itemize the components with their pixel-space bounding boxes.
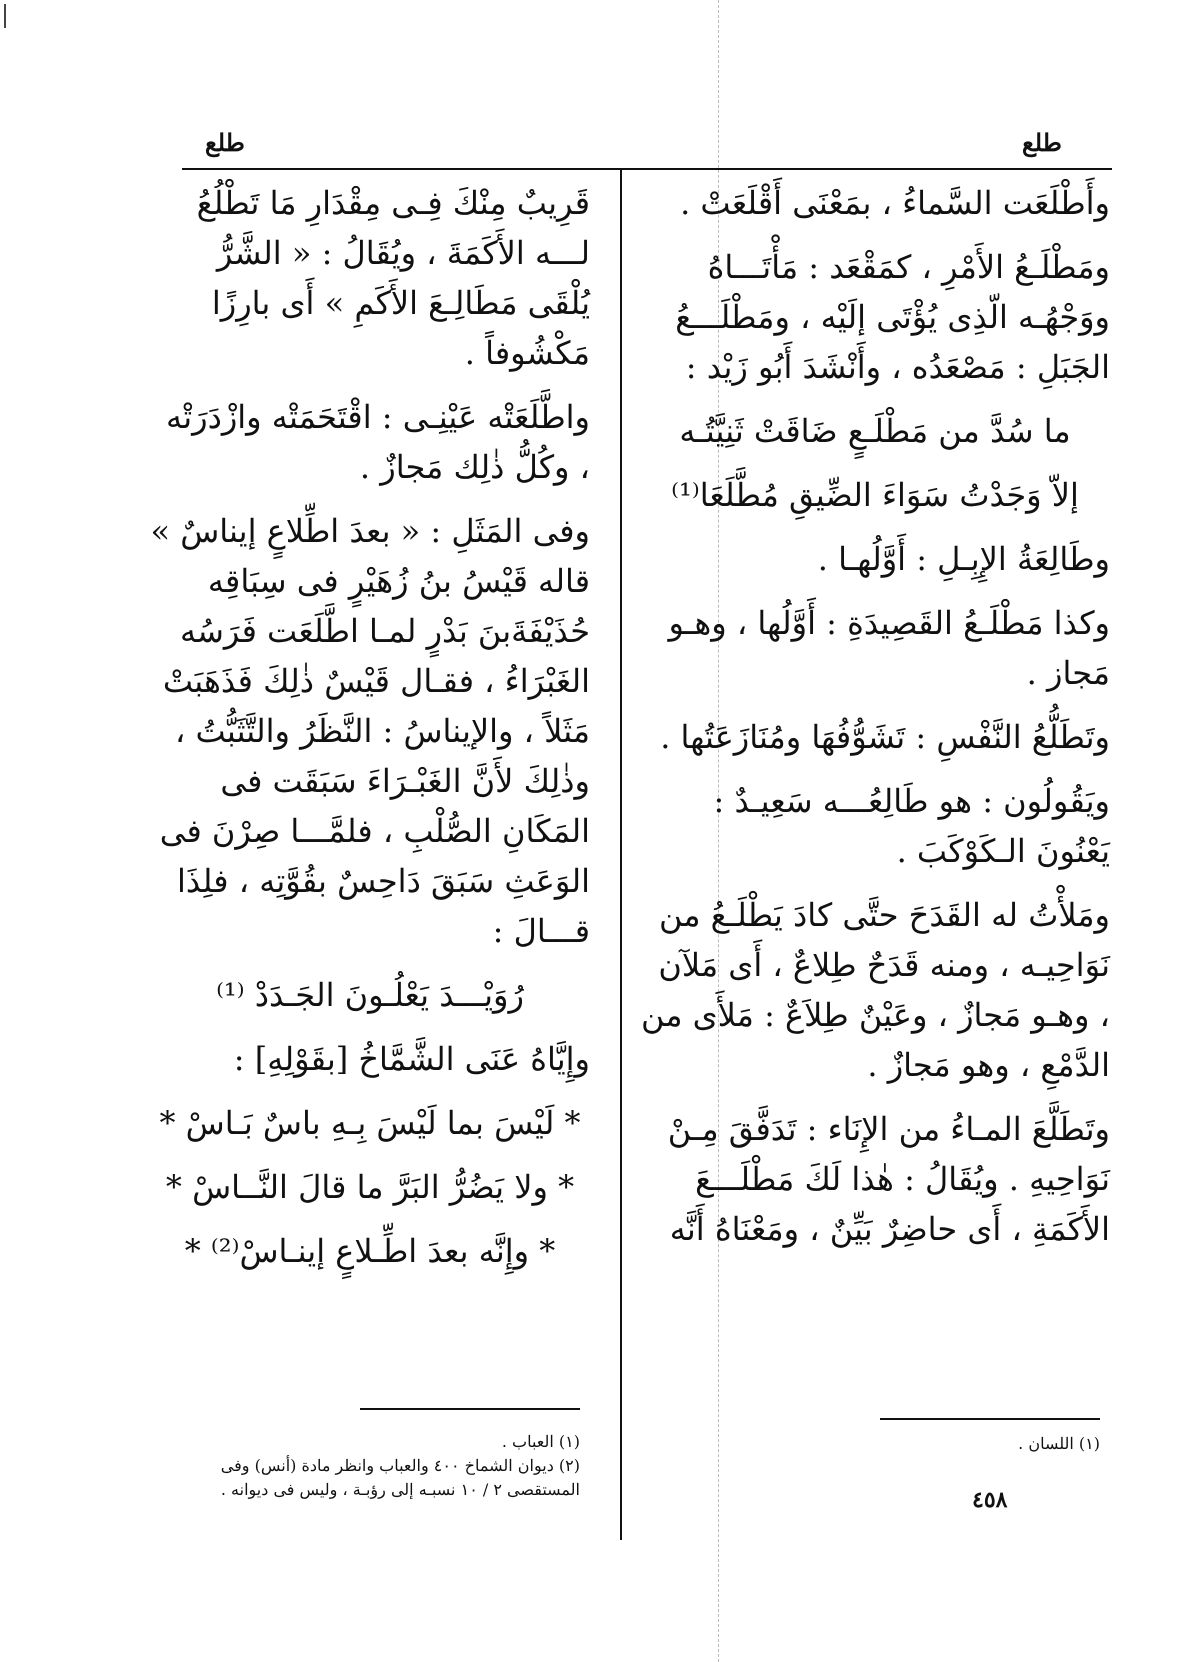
entry-paragraph: وتَطَلَّعَ المـاءُ من الإِنَاء : تَدَفَّقَ مِـنْ نَوَاحِيهِ . ويُقَالُ : هٰذا لَكَ مَطْلَـــعَ الأَكَمَةِ ، أَى حاضِرٌ بَيِّنٌ ، ومَعْنَاهُ أَنَّه [667, 1110, 1110, 1248]
entry-paragraph: وكذا مَطْلَـعُ القَصِيدَةِ : أَوَّلُها ، وهـو مَجاز . [668, 604, 1110, 692]
page-number: ٤٥٨ [972, 1487, 1008, 1513]
entry-paragraph: وإِيَّاهُ عَنَى الشَّمَّاخُ [بقَوْلِهِ] : [233, 1040, 590, 1078]
verse-line: رُوَيْـــدَ يَعْلُـونَ الجَـدَدْ ⁽¹⁾ [216, 976, 524, 1014]
footnote: (١) اللسان . [1018, 1434, 1100, 1453]
footnote: (١) العباب . [501, 1432, 580, 1451]
entry-paragraph: وأَطْلَعَت السَّماءُ ، بمَعْنَى أَقْلَعَتْ . [680, 184, 1110, 222]
right-column [640, 178, 1110, 1268]
footnote-rule-left [360, 1408, 580, 1410]
entry-paragraph: واطَّلَعَتْه عَيْنِـى : اقْتَحَمَتْه وازْدَرَتْه ، وكُلُّ ذٰلِك مَجازٌ . [166, 398, 590, 486]
scan-edge-mark [4, 4, 6, 28]
column-divider [620, 170, 622, 1540]
verse-line: * ولا يَضُرُّ البَرَّ ما قالَ النَّــاسْ * [165, 1168, 575, 1206]
entry-paragraph: ومَطْلَـعُ الأَمْرِ ، كمَقْعَد : مَأْتَـــاهُ ووَجْهُـه الّذِى يُؤْتَى إلَيْه ، ومَطْلَـــعُ الجَبَلِ : مَصْعَدُه ، وأَنْشَدَ أَبُو زَيْد : [675, 248, 1110, 386]
entry-paragraph: ويَقُولُون : هو طَالِعُـــه سَعِيـدٌ : يَعْنُونَ الـكَوْكَبَ . [713, 782, 1110, 870]
running-head-right: طلع [1022, 128, 1062, 157]
verse-line: * لَيْسَ بما لَيْسَ بِـهِ باسٌ بَـاسْ * [159, 1104, 581, 1142]
footnote-rule-right [880, 1418, 1100, 1420]
verse-line: ما سُدَّ من مَطْلَـعٍ ضَاقَتْ ثَنِيَّتُـه [679, 412, 1071, 450]
verse-line: * وإِنَّه بعدَ اطِّـلاعٍ إينـاسْ⁽²⁾ * [184, 1232, 556, 1270]
footnotes-left [150, 1430, 580, 1502]
entry-paragraph: ومَلأْتُ له القَدَحَ حتَّى كادَ يَطْلَـعُ من نَوَاحِيـه ، ومنه قَدَحٌ طِلاعٌ ، أَى مَلآن ، وهـو مَجازٌ ، وعَيْنٌ طِلاَعٌ : مَلأَى من الدَّمْعِ ، وهو مَجازٌ . [640, 896, 1110, 1084]
verse-line: إلاّ وَجَدْتُ سَوَاءَ الضِّيقِ مُطَّلَعَا⁽¹⁾ [671, 476, 1079, 514]
entry-paragraph: وتَطَلُّعُ النَّفْسِ : تَشَوُّفُهَا ومُنَازَعَتُها . [660, 718, 1110, 756]
left-column [150, 178, 590, 1290]
entry-paragraph: قَرِيبٌ مِنْكَ فِـى مِقْدَارِ مَا تَطْلُعُ لـــه الأَكَمَةَ ، ويُقَالُ : « الشَّرُّ يُلْقَى مَطَالِـعَ الأَكَمِ » أَى بارِزًا مَكْشُوفاً . [196, 184, 590, 372]
entry-paragraph: وطَالِعَةُ الإِبِـلِ : أَوَّلُهـا . [817, 540, 1110, 578]
footnote: (٢) ديوان الشماخ ٤٠٠ والعباب وانظر مادة (أنس) وفى المستقصى ٢ / ١٠ نسبـه إلى رؤبـة ، وليس فى ديوانه . [220, 1456, 580, 1499]
entry-paragraph: وفى المَثَلِ : « بعدَ اطِّلاعٍ إيناسٌ » قاله قَيْسُ بنُ زُهَيْرٍ فى سِبَاقِه حُذَيْفَةَبنَ بَدْرٍ لمـا اطَّلَعَت فَرَسُه الغَبْرَاءُ ، فقـال قَيْسٌ ذٰلِكَ فَذَهَبَتْ مَثَلاً ، والإيناسُ : النَّظَرُ والتَّثَبُّتُ ، وذٰلِكَ لأَنَّ الغَبْـرَاءَ سَبَقَت فى المَكَانِ الصُّلْبِ ، فلمَّـــا صِرْنَ فى الوَعَثِ سَبَقَ دَاحِسٌ بقُوَّتِه ، فلِذَا قـــالَ : [150, 512, 590, 950]
running-head-left: طلع [205, 128, 245, 157]
header-rule [182, 168, 1112, 170]
footnotes-right [880, 1432, 1100, 1456]
